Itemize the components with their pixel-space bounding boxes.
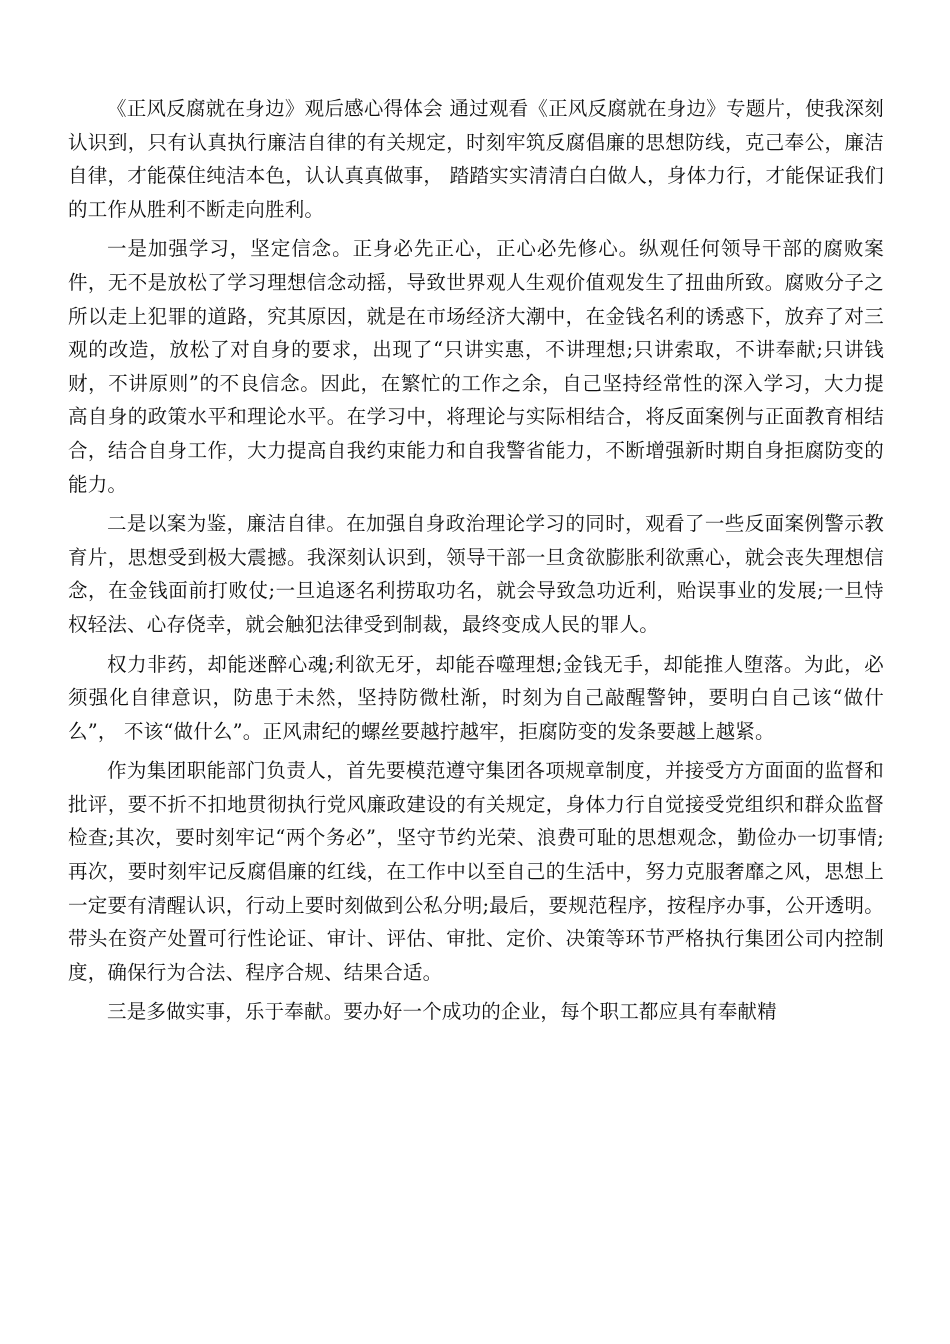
paragraph-intro: 《正风反腐就在身边》观后感心得体会 通过观看《正风反腐就在身边》专题片，使我深刻认识到，只有认真执行廉洁自律的有关规定，时刻牢筑反腐倡廉的思想防线，克己奉公，廉洁自律，才能葆住纯洁本色，认认真真做事， 踏踏实实清清白白做人，身体力行，才能保证我们的工作从胜利不断走向胜利。 xyxy=(68,97,884,221)
paragraph-point-one: 一是加强学习，坚定信念。正身必先正心，正心必先修心。纵观任何领导干部的腐败案件，无不是放松了学习理想信念动摇，导致世界观人生观价值观发生了扭曲所致。腐败分子之所以走上犯罪的道路，究其原因，就是在市场经济大潮中，在金钱名利的诱惑下，放弃了对三观的改造，放松了对自身的要求，出现了“只讲实惠，不讲理想;只讲索取，不讲奉献;只讲钱财，不讲原则”的不良信念。因此，在繁忙的工作之余，自己坚持经常性的深入学习，大力提高自身的政策水平和理论水平。在学习中，将理论与实际相结合，将反面案例与正面教育相结合，结合自身工作，大力提高自我约束能力和自我警省能力，不断增强新时期自身拒腐防变的能力。 xyxy=(68,237,884,496)
paragraph-point-two: 二是以案为鉴，廉洁自律。在加强自身政治理论学习的同时，观看了一些反面案例警示教育片，思想受到极大震撼。我深刻认识到，领导干部一旦贪欲膨胀利欲熏心，就会丧失理想信念，在金钱面前打败仗;一旦追逐名利捞取功名，就会导致急功近利，贻误事业的发展;一旦恃权轻法、心存侥幸，就会触犯法律受到制裁，最终变成人民的罪人。 xyxy=(68,512,884,636)
paragraph-point-three: 三是多做实事，乐于奉献。要办好一个成功的企业，每个职工都应具有奉献精 xyxy=(107,1000,777,1024)
paragraph-department-head: 作为集团职能部门负责人，首先要模范遵守集团各项规章制度，并接受方方面面的监督和批评，要不折不扣地贯彻执行党风廉政建设的有关规定，身体力行自觉接受党组织和群众监督检查;其次，要时刻牢记“两个务必”，坚守节约光荣、浪费可耻的思想观念，勤俭办一切事情;再次，要时刻牢记反腐倡廉的红线，在工作中以至自己的生活中，努力克服奢靡之风，思想上一定要有清醒认识，行动上要时刻做到公私分明;最后，要规范程序，按程序办事，公开透明。带头在资产处置可行性论证、审计、评估、审批、定价、决策等环节严格执行集团公司内控制度，确保行为合法、程序合规、结果合适。 xyxy=(68,759,884,984)
document-body xyxy=(68,92,884,1035)
paragraph-power-warning: 权力非药，却能迷醉心魂;利欲无牙，却能吞噬理想;金钱无手，却能推人堕落。为此，必须强化自律意识，防患于未然，坚持防微杜渐，时刻为自己敲醒警钟，要明白自己该“做什么”， 不该“做什么”。正风肃纪的螺丝要越拧越牢，拒腐防变的发条要越上越紧。 xyxy=(68,652,884,743)
